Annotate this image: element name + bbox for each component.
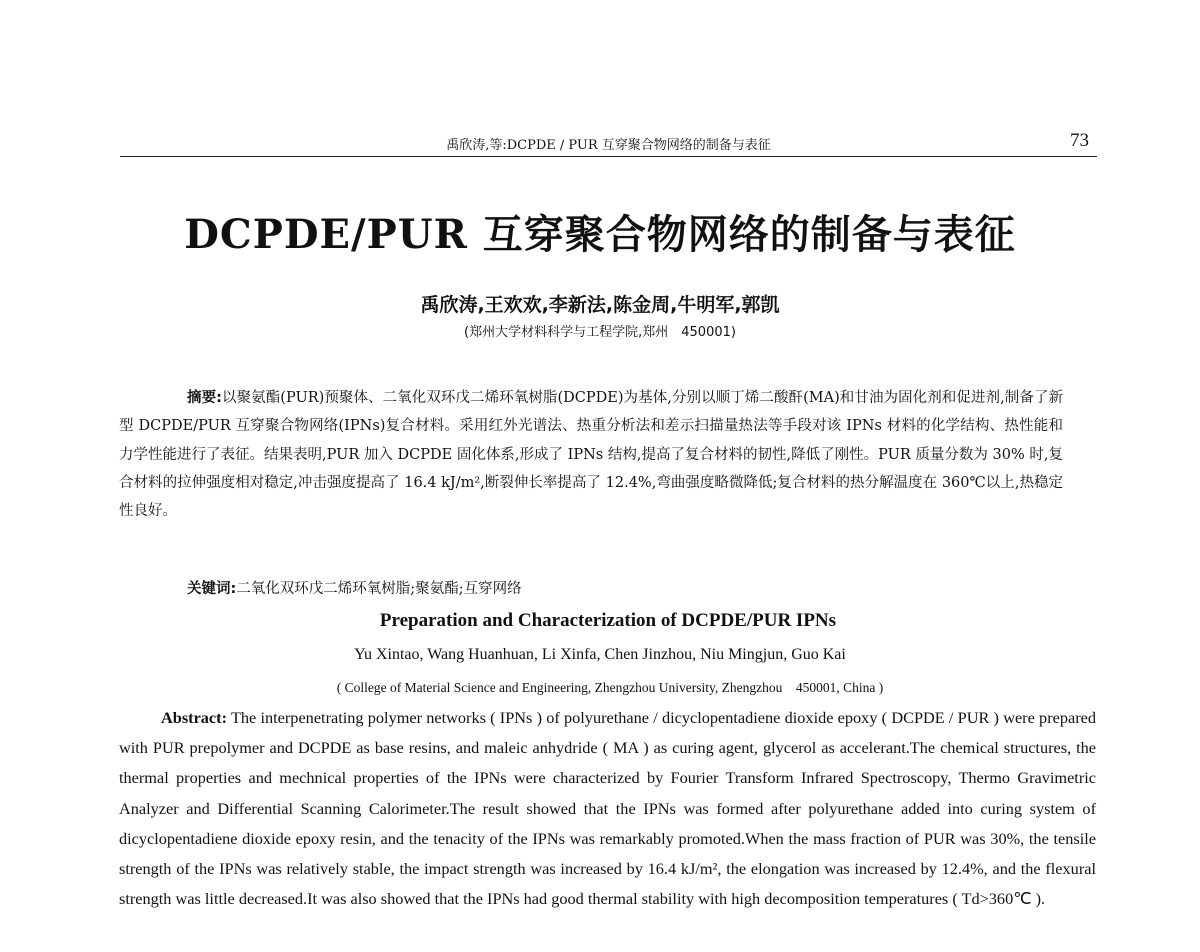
abstract-en-text: The interpenetrating polymer networks ( IPNs ) of polyurethane / dicyclopentadiene dioxide epoxy ( DCPDE / PUR ) were prepared with PUR prepolymer and DCPDE as base resins, and maleic anhydride ( MA ) as curing agent, glycerol as accelerant.The chemical structures, the thermal properties and mechnical properties of the IPNs were characterized by Fourier Transform Infrared Spectroscopy, Thermo Gravimetric Analyzer and Differential Scanning Calorimeter.The result showed that the IPNs was formed after polyurethane added into curing system of dicyclopentadiene dioxide epoxy resin, and the tenacity of the IPNs was remarkably promoted.When the mass fraction of PUR was 30%, the tensile strength of the IPNs was relatively stable, the impact strength was increased by 16.4 kJ/m², the elongation was increased by 12.4%, and the flexural strength was little decreased.It was also showed that the IPNs had good thermal stability with high decomposition temperatures ( Td>360℃ ). bbox=[119, 708, 1096, 909]
authors-cn: 禹欣涛,王欢欢,李新法,陈金周,牛明军,郭凯 bbox=[420, 294, 780, 316]
affiliation-cn: (郑州大学材料科学与工程学院,郑州 450001) bbox=[464, 325, 736, 340]
running-header bbox=[120, 130, 1097, 157]
affiliation-en: ( College of Material Science and Engineering, Zhengzhou University, Zhengzhou 450001, China ) bbox=[336, 680, 884, 695]
keywords-cn bbox=[187, 577, 1067, 598]
abstract-cn-label: 摘要: bbox=[187, 390, 222, 406]
abstract-en-label: Abstract: bbox=[161, 708, 228, 727]
article-title-en: Preparation and Characterization of DCPDE/PUR IPNs bbox=[379, 610, 837, 631]
keywords-cn-text: 二氧化双环戊二烯环氧树脂;聚氨酯;互穿网络 bbox=[236, 581, 522, 597]
abstract-cn-text: 以聚氨酯(PUR)预聚体、二氧化双环戊二烯环氧树脂(DCPDE)为基体,分别以顺丁烯二酸酐(MA)和甘油为固化剂和促进剂,制备了新型 DCPDE/PUR 互穿聚合物网络(IPNs)复合材料。采用红外光谱法、热重分析法和差示扫描量热法等手段对该 IPNs 材料的化学结构、热性能和力学性能进行了表征。结果表明,PUR 加入 DCPDE 固化体系,形成了 IPNs 结构,提高了复合材料的韧性,降低了刚性。PUR 质量分数为 30% 时,复合材料的拉伸强度相对稳定,冲击强度提高了 16.4 kJ/m²,断裂伸长率提高了 12.4%,弯曲强度略微降低;复合材料的热分解温度在 360℃以上,热稳定性良好。 bbox=[119, 390, 1063, 520]
article-title-cn: DCPDE/PUR 互穿聚合物网络的制备与表征 bbox=[184, 211, 1016, 258]
keywords-cn-label: 关键词: bbox=[187, 581, 237, 597]
abstract-cn bbox=[119, 384, 1063, 525]
abstract-en bbox=[119, 703, 1096, 914]
authors-en: Yu Xintao, Wang Huanhuan, Li Xinfa, Chen Jinzhou, Niu Mingjun, Guo Kai bbox=[354, 646, 846, 663]
page-number: 73 bbox=[1070, 130, 1089, 151]
running-title: 禹欣涛,等:DCPDE / PUR 互穿聚合物网络的制备与表征 bbox=[446, 138, 771, 153]
